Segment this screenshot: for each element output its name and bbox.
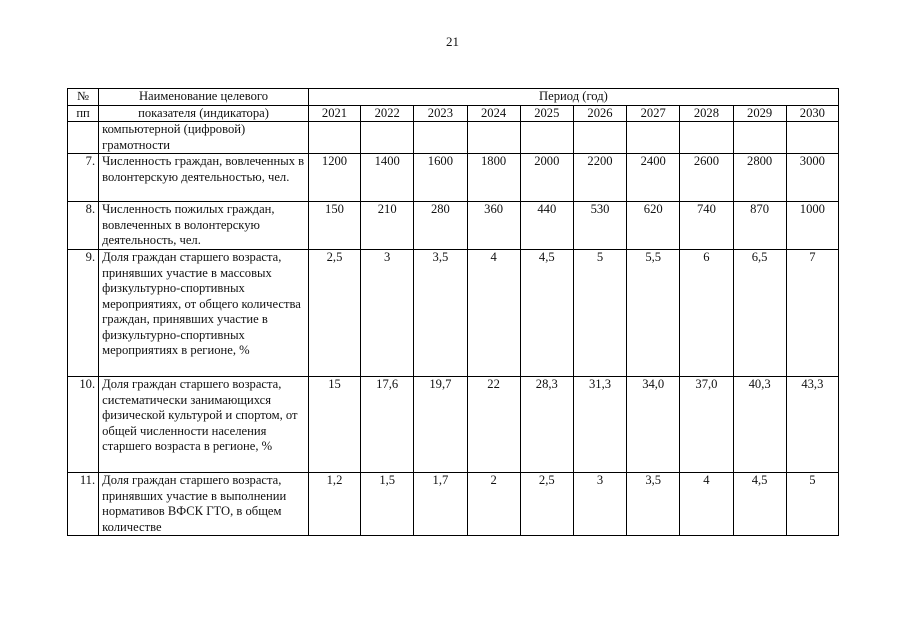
value-cell: 4,5 bbox=[733, 473, 786, 536]
value-cell bbox=[573, 122, 626, 154]
table-row bbox=[68, 154, 839, 202]
value-cell: 3 bbox=[573, 473, 626, 536]
indicator-name: Доля граждан старшего возраста, принявших участие в массовых физкультурно-спортивных мероприятиях, от общего количества граждан, принявших участие в физкультурно-спортивных мероприятиях в регионе, % bbox=[99, 250, 309, 377]
page-number: 21 bbox=[446, 34, 459, 49]
value-cell: 2 bbox=[467, 473, 520, 536]
value-cell bbox=[627, 122, 680, 154]
value-cell: 210 bbox=[361, 202, 414, 250]
value-cell: 2000 bbox=[520, 154, 573, 202]
value-cell: 6,5 bbox=[733, 250, 786, 377]
value-cell: 4 bbox=[680, 473, 733, 536]
value-cell bbox=[308, 122, 360, 154]
indicators-table bbox=[67, 88, 839, 536]
header-year: 2024 bbox=[467, 105, 520, 122]
indicator-name: Численность граждан, вовлеченных в волонтерскую деятельностью, чел. bbox=[99, 154, 309, 202]
value-cell: 440 bbox=[520, 202, 573, 250]
value-cell: 6 bbox=[680, 250, 733, 377]
value-cell: 2800 bbox=[733, 154, 786, 202]
indicator-name: Численность пожилых граждан, вовлеченных в волонтерскую деятельность, чел. bbox=[99, 202, 309, 250]
value-cell: 1,2 bbox=[308, 473, 360, 536]
value-cell: 19,7 bbox=[414, 377, 467, 473]
value-cell: 1600 bbox=[414, 154, 467, 202]
value-cell: 7 bbox=[786, 250, 838, 377]
header-row-2 bbox=[68, 105, 839, 122]
value-cell: 2,5 bbox=[308, 250, 360, 377]
header-period: Период (год) bbox=[308, 89, 838, 106]
header-year: 2028 bbox=[680, 105, 733, 122]
value-cell: 3,5 bbox=[414, 250, 467, 377]
row-number: 8. bbox=[68, 202, 99, 250]
value-cell: 1400 bbox=[361, 154, 414, 202]
row-number: 11. bbox=[68, 473, 99, 536]
value-cell bbox=[467, 122, 520, 154]
value-cell: 360 bbox=[467, 202, 520, 250]
indicator-name: Доля граждан старшего возраста, систематически занимающихся физической культурой и спортом, от общей численности населения старшего возраста в регионе, % bbox=[99, 377, 309, 473]
value-cell: 1800 bbox=[467, 154, 520, 202]
value-cell: 280 bbox=[414, 202, 467, 250]
value-cell bbox=[733, 122, 786, 154]
value-cell: 40,3 bbox=[733, 377, 786, 473]
header-year: 2023 bbox=[414, 105, 467, 122]
value-cell: 530 bbox=[573, 202, 626, 250]
value-cell: 5,5 bbox=[627, 250, 680, 377]
header-name-line2: показателя (индикатора) bbox=[99, 105, 309, 122]
table-row bbox=[68, 122, 839, 154]
value-cell: 2200 bbox=[573, 154, 626, 202]
value-cell: 150 bbox=[308, 202, 360, 250]
value-cell bbox=[520, 122, 573, 154]
value-cell: 17,6 bbox=[361, 377, 414, 473]
value-cell: 3000 bbox=[786, 154, 838, 202]
value-cell: 1,7 bbox=[414, 473, 467, 536]
header-year: 2030 bbox=[786, 105, 838, 122]
row-number: 10. bbox=[68, 377, 99, 473]
value-cell: 1200 bbox=[308, 154, 360, 202]
value-cell bbox=[414, 122, 467, 154]
value-cell: 37,0 bbox=[680, 377, 733, 473]
header-year: 2022 bbox=[361, 105, 414, 122]
value-cell: 15 bbox=[308, 377, 360, 473]
header-num-line1: № bbox=[68, 89, 99, 106]
value-cell bbox=[680, 122, 733, 154]
value-cell: 3 bbox=[361, 250, 414, 377]
header-year: 2029 bbox=[733, 105, 786, 122]
header-year: 2025 bbox=[520, 105, 573, 122]
header-year: 2027 bbox=[627, 105, 680, 122]
value-cell: 1000 bbox=[786, 202, 838, 250]
value-cell: 4 bbox=[467, 250, 520, 377]
table-row bbox=[68, 250, 839, 377]
header-year: 2021 bbox=[308, 105, 360, 122]
value-cell bbox=[786, 122, 838, 154]
header-row-1 bbox=[68, 89, 839, 106]
value-cell: 740 bbox=[680, 202, 733, 250]
value-cell: 31,3 bbox=[573, 377, 626, 473]
value-cell: 1,5 bbox=[361, 473, 414, 536]
header-year: 2026 bbox=[573, 105, 626, 122]
row-number bbox=[68, 122, 99, 154]
value-cell: 5 bbox=[786, 473, 838, 536]
value-cell: 2400 bbox=[627, 154, 680, 202]
table-row bbox=[68, 377, 839, 473]
row-number: 9. bbox=[68, 250, 99, 377]
value-cell: 34,0 bbox=[627, 377, 680, 473]
value-cell bbox=[361, 122, 414, 154]
table-row bbox=[68, 473, 839, 536]
value-cell: 22 bbox=[467, 377, 520, 473]
header-num-line2: пп bbox=[68, 105, 99, 122]
value-cell: 2,5 bbox=[520, 473, 573, 536]
indicator-name: Доля граждан старшего возраста, принявших участие в выполнении нормативов ВФСК ГТО, в общем количестве bbox=[99, 473, 309, 536]
value-cell: 4,5 bbox=[520, 250, 573, 377]
value-cell: 3,5 bbox=[627, 473, 680, 536]
value-cell: 870 bbox=[733, 202, 786, 250]
value-cell: 620 bbox=[627, 202, 680, 250]
value-cell: 28,3 bbox=[520, 377, 573, 473]
row-number: 7. bbox=[68, 154, 99, 202]
table-row bbox=[68, 202, 839, 250]
value-cell: 43,3 bbox=[786, 377, 838, 473]
value-cell: 2600 bbox=[680, 154, 733, 202]
indicator-name: компьютерной (цифровой) грамотности bbox=[99, 122, 309, 154]
header-name-line1: Наименование целевого bbox=[99, 89, 309, 106]
value-cell: 5 bbox=[573, 250, 626, 377]
